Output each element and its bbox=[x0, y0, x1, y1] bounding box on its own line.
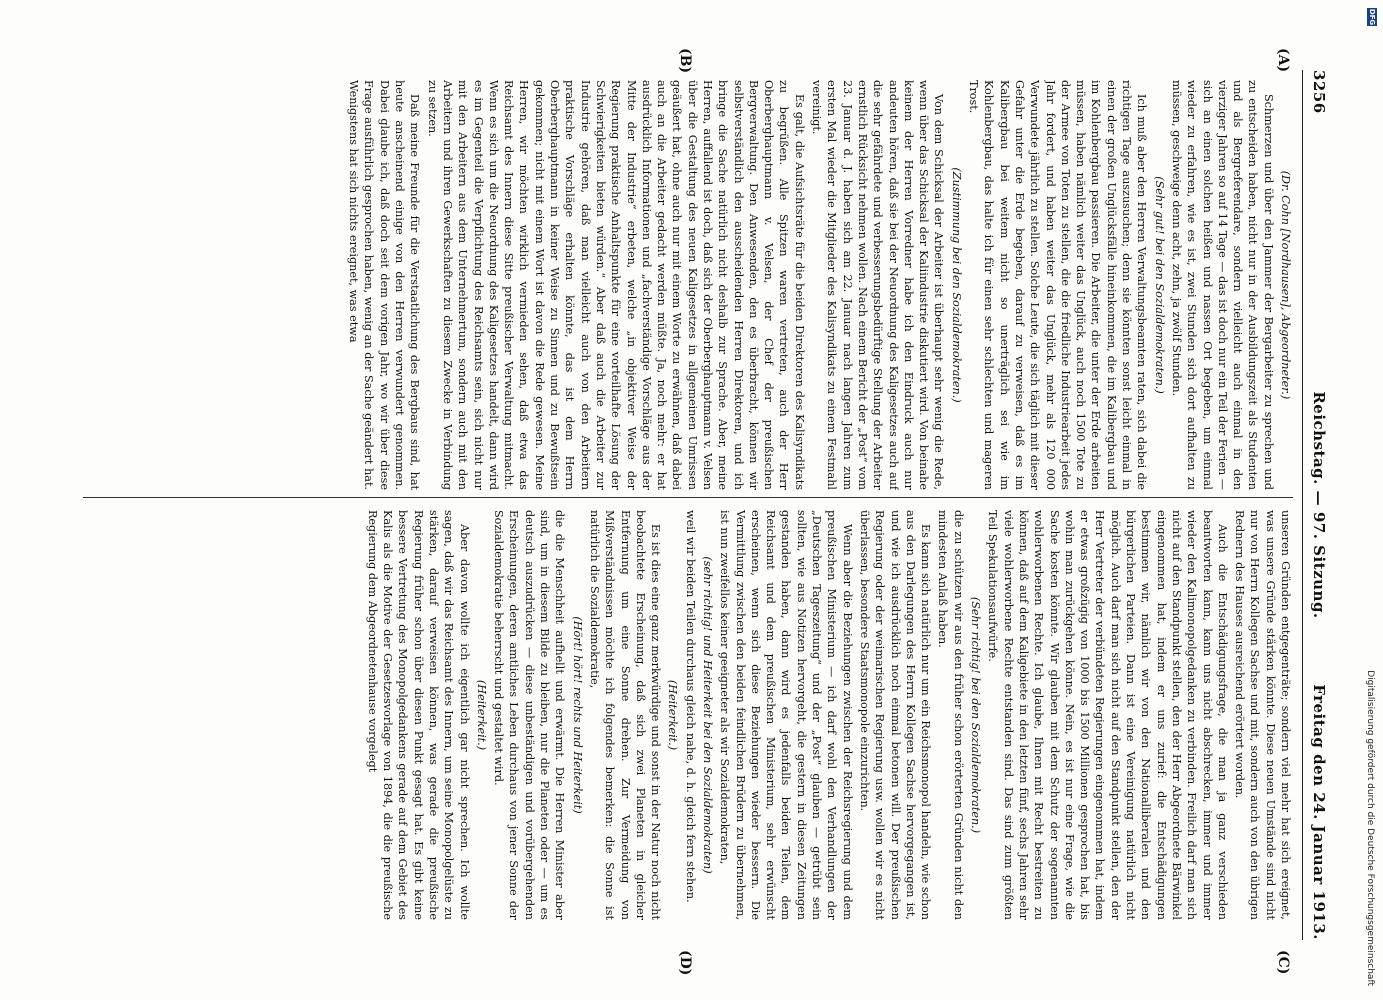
page-number: 3256 bbox=[1310, 70, 1328, 114]
right-interjection: (Heiterkeit.) bbox=[666, 679, 680, 751]
right-interjection: (Sehr richtig! bei den Sozialdemokraten.) bbox=[969, 596, 983, 834]
margin-mark-a: (A) bbox=[1275, 48, 1291, 73]
page-title: Reichstag. — 97. Sitzung. bbox=[1310, 391, 1328, 619]
right-paragraph: unseren Gründen entgegenträte; sondern viel mehr hat sich ereignet, was unsere Gründe stärken könnte. Diese neuen Umstände sind nicht nur von Herrn Kollegen Sachse und mit, sondern auch von den übrigen Rednern des Hauses ausreichend erörtert worden. bbox=[1233, 510, 1292, 920]
right-column bbox=[83, 510, 1293, 920]
digitization-credit bbox=[1363, 0, 1383, 1000]
left-paragraph: Es galt, die Aufsichtsräte für die beiden Direktoren des Kalisyndikats zu begrüßen. Alle Spitzen waren vertreten, auch der Herr Oberberghauptmann v. Velsen, der Chef der preußischen Bergverwaltung. Den Anwesenden, den es überbracht, können wir selbstverständlich den ausscheidenden Herren Direktoren, und ich bringe die Sache natürlich nicht deshalb zur Sprache. Aber, meine Herren, auffallend ist doch, daß sich der Oberberghauptmann v. Velsen über die Gestaltung des neuen Kaligesetzes in allgemeinen Umrissen geäußert hat, ohne auch nur mit einem Worte zu erwähnen, daß dabei auch an die Arbeiter gedacht werden müßte. Ja, noch mehr: er hat ausdrücklich Informationen und „fachverständige Vorschläge aus der Mitte der Industrie“ erbeten, welche „in objektiver Weise der Regierung praktische Anhaltspunkte für eine vorteilhafte Lösung der Schwierigkeiten bieten würden.“ Aber daß auch die Arbeiter zur Industrie gehören, daß man vielleicht auch von den Arbeitern praktische Vorschläge erhalten könnte, das ist dem Herrn Oberberghauptmann in keiner Weise zu Sinnen und zu Bewußtsein gekommen; nicht mit einem Wort ist davon die Rede gewesen. Meine Herren, wir möchten wirklich vermieden sehen, daß etwa das Reichsamt des Innern diese Sitte preußischer Verwaltung mitmacht. Wenn es sich um die Neuordnung des Kaligesetzes handelt, dann wird es im Gegenteil die Verpflichtung des Reichsamts sein, sich nicht nur mit den Arbeitern aus dem Unternehmertum, sondern auch mit den Arbeitern und ihren Gewerkschaften zu diesem Zwecke in Verbindung zu setzen. bbox=[425, 80, 806, 490]
margin-mark-b: (B) bbox=[677, 48, 693, 74]
column-divider bbox=[83, 497, 1293, 498]
right-paragraph: die zu schützen wir aus den früher schon erörterten Gründen nicht den mindesten Anlaß haben. bbox=[936, 510, 965, 920]
speaker-line: (Dr. Cohn [Nordhausen], Abgeordneter.) bbox=[1279, 170, 1292, 400]
right-paragraph: Aber davon wollte ich eigentlich gar nicht sprechen. Ich wollte sagen, daß wir das Reichsamt des Innern, um seine Monopolgelüste zu stärken, darauf verweisen können, was gerade die preußische Regierung früher schon über diesen Punkt gesagt hat. Es gibt keine bessere Vertretung des Monopolgedankens gerade auf dem Gebiet des Kalis als die Motive der Gesetzesvorlage von 1894, die die preußische Regierung dem Abgeordnetenhause vorgelegt bbox=[365, 510, 471, 920]
right-paragraph: die die Menschheit aufhellt und erwärmt. Die Herren Minister aber sind, um in diesem Bilde zu bleiben, nur die Planeten oder — um es deutsch auszudrücken — diese unbeständigen und vorübergehenden Erscheinungen, deren amtliches Leben durchaus von jener Sonne der Sozialdemokratie beherrscht und gestaltet wird. bbox=[492, 510, 567, 920]
right-paragraph: Es kann sich natürlich nur um ein Reichsmonopol handeln, wie schon aus den Darlegungen des Herrn Kollegen Sachse hervorgegangen ist, und wie ich ausdrücklich noch einmal betonen will. Der preußischen Regierung oder der weimarischen Regierung usw. wollen wir es nicht überlassen, besondere Staatsmonopole einzurichten. bbox=[857, 510, 933, 920]
left-paragraph: Von dem Schicksal der Arbeiter ist überhaupt sehr wenig die Rede, wenn über das Schicksal der Kaliindustrie diskutiert wird. Von beinahe keinem der Herren Vorredner habe ich den Eindruck auch nur andeuten hören, daß sie bei der Neuordnung des Kaligesetzes auch auf die sehr gefährdete und verbesserungsbedürftige Stellung der Arbeiter ernstlich Rücksicht nehmen wollen. Nach einem Bericht der „Post“ vom 23. Januar d. J. haben sich am 22. Januar nach langen Jahren zum ersten Mal wieder die Mitglieder des Kalisyndikats zu einem Festmahl vereinigt. bbox=[810, 80, 946, 490]
right-interjection: (sehr richtig! und Heiterkeit bei den Sozialdemokraten) bbox=[701, 556, 715, 874]
margin-mark-d: (D) bbox=[677, 950, 693, 976]
left-interjection: (Sehr gut! bei den Sozialdemokraten.) bbox=[1152, 176, 1166, 394]
left-interjection: (Zustimmung bei den Sozialdemokraten.) bbox=[949, 167, 963, 403]
dfg-logo: DFG bbox=[1368, 8, 1376, 26]
credit-text: Digitalisierung gefördert durch die Deutsche Forschungsgemeinschaft bbox=[1365, 670, 1375, 986]
header-rule bbox=[1302, 70, 1303, 940]
margin-mark-c: (C) bbox=[1275, 950, 1291, 975]
left-paragraph: Ich muß aber den Herren Verwaltungsbeamten raten, sich dabei die richtigen Tage auszusuchen; denn sie könnten sonst leicht einmal in einen der großen Unglücksfälle hineinkommen, die im Kalibergbau und im Kohlenbergbau passieren. Die Arbeiter, die unter der Erde arbeiten müssen, haben nämlich weiter das Unglück, auch noch 1500 Tote zu der Armee von Toten zu stellen, die die friedliche Industriearbeit jedes Jahr fordert, und haben weiter das Unglück, mehr als 120 000 Verwundete jährlich zu stellen. Solche Leute, die sich täglich mit dieser Gefahr unter die Erde begeben, darauf zu verweisen, daß es im Kalibergbau bei weitem nicht so unerträglich sei wie im Kohlenbergbau, das halte ich für einen sehr schlechten und mageren Trost. bbox=[967, 80, 1149, 490]
page-header bbox=[1306, 70, 1328, 940]
right-paragraph: Auch die Entschädigungsfrage, die man ja ganz verschieden beantworten kann, kann uns nicht abschrecken, immer und immer wieder den Kalimonopolgedanken zu verbinden. Freilich darf man sich nicht auf den Standpunkt stellen, den der Herr Abgeordnete Bärwinkel eingenommen hat, indem er uns zurief: die Entschädigungen bestimmen wir, nämlich wir von den Nationalliberalen und den bürgerlichen Parteien. Dann ist eine Vereinigung natürlich nicht möglich. Auch darf man sich nicht auf den Standpunkt stellen, den der Herr Vertreter der verbündeten Regierungen eingenommen hat, indem er etwas großzügig von 1000 bis 1500 Millionen gesprochen hat, bis wohin man zurückgehen könne. Nein, es ist nur eine Frage, wie die Sache kosten könnte. Wir glauben mit dem Schutz der sogenannten wohlerworbenen Rechte. Ich glaube, Ihnen mit Recht bestreiten zu können, daß auf dem Kaligebiete in den letzten fünf, sechs Jahren sehr viele wohlerworbene Rechte entstanden sind. Das sind zum größten Teil Spekulationsaufwürfe. bbox=[986, 510, 1229, 920]
page-date: Freitag den 24. Januar 1913. bbox=[1310, 684, 1328, 940]
right-paragraph: Wenn aber die Beziehungen zwischen der Reichsregierung und dem preußischen Ministerium — ich darf wohl den Verhandlungen der „Deutschen Tageszeitung“ und der „Post“ glauben — getrübt sein sollten, wie aus Notizen hervorgeht, die gestern in diesen Zeitungen gestanden haben, dann wird es jedenfalls beiden Teilen, dem Reichsamt und dem preußischen Ministerium, sehr erwünscht erscheinen, wenn sich diese Beziehungen wieder bessern. Die Vermittlung zwischen den beiden feindlichen Brüdern zu übernehmen, ist nun zweifellos keiner geeigneter als wir Sozialdemokraten, bbox=[718, 510, 854, 920]
left-column bbox=[83, 80, 1293, 490]
left-paragraph: Schmerzen und über den Jammer der Bergarbeiter zu sprechen und zu entscheiden haben, nicht nur in der Ausbildungszeit als Studenten und als Bergreferendare, sondern vielleicht auch einmal in den vierziger Jahren so auf 14 Tage — das ist doch nur ein Teil der Ferien — sich an einen solchen heißen und nassen Ort begeben, um einmal wieder zu erfahren, wie es ist, zwei Stunden sich dort aufhalten zu müssen, geschweige denn acht, zehn, ja zwölf Stunden. bbox=[1169, 80, 1275, 490]
right-paragraph: Es ist dies eine ganz merkwürdige und sonst in der Natur noch nicht beobachtete Erscheinung, daß sich zwei Planeten in gleicher Entfernung um eine Sonne drehen. Zur Vermeidung von Mißverständnissen möchte ich folgendes bemerken: die Sonne ist natürlich die Sozialdemokratie, bbox=[587, 510, 663, 920]
left-paragraph: Daß meine Freunde für die Verstaatlichung des Bergbaus sind, hat heute anscheinend einige von den Herren verwundert genommen. Dabei glaube ich, daß doch seit dem vorigen Jahr, wo wir über diese Frage ausführlich gesprochen haben, wenig an der Sache geändert hat. Wenigstens hat sich nichts ereignet, was etwa bbox=[347, 80, 422, 490]
right-interjection: (Heiterkeit.) bbox=[474, 679, 488, 751]
right-interjection: (Hört! hört! rechts und Heiterkeit) bbox=[570, 616, 584, 814]
right-paragraph: weil wir beiden Teilen durchaus gleich nahe, d. h. gleich fern stehen. bbox=[683, 510, 697, 903]
